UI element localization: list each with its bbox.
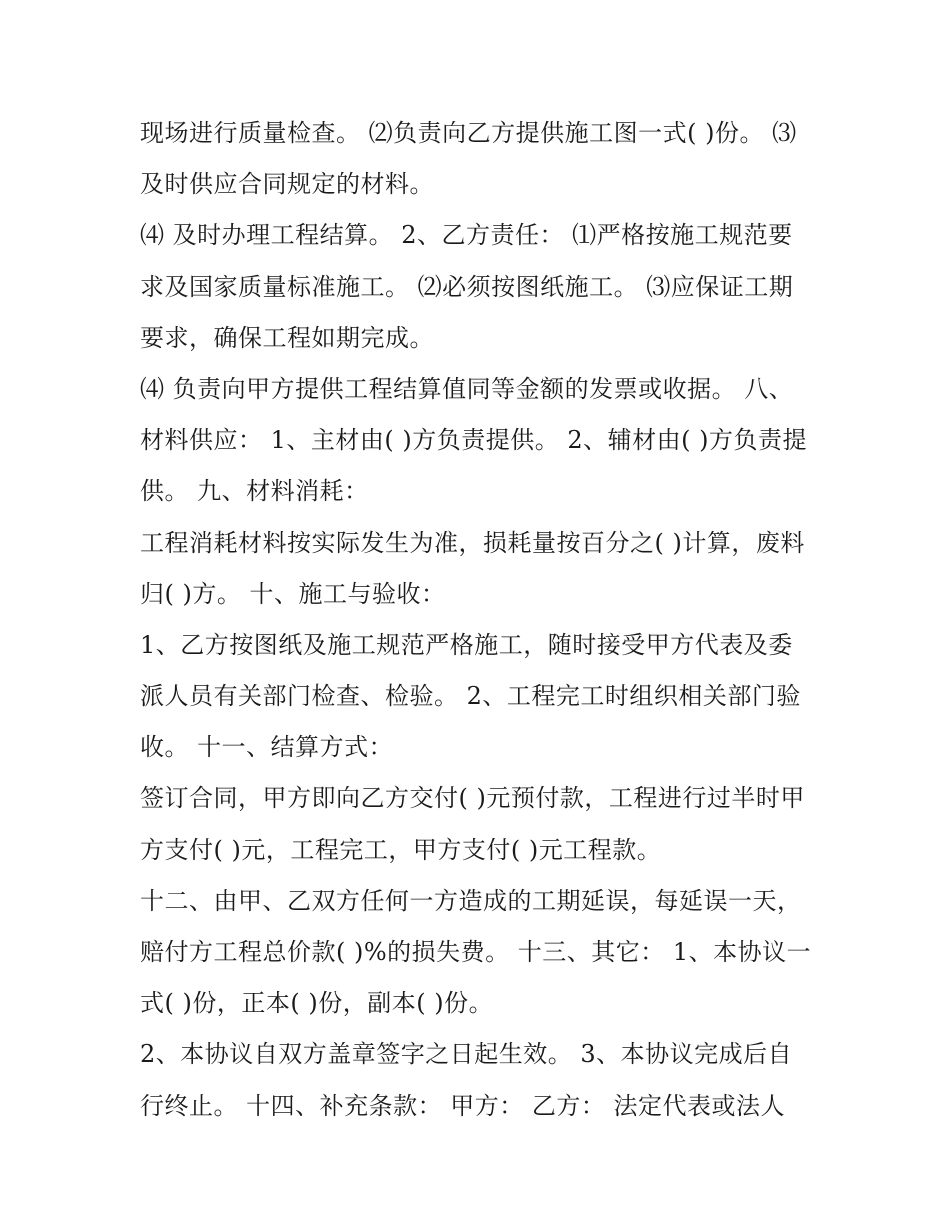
text-line: 现场进行质量检查。 ⑵负责向乙方提供施工图一式( )份。 ⑶ [140,119,797,147]
text-line: 求及国家质量标准施工。 ⑵必须按图纸施工。 ⑶应保证工期 [140,272,794,301]
text-line: 及时供应合同规定的材料。 [140,170,434,199]
text-line: 十二、由甲、乙双方任何一方造成的工期延误，每延误一天， [140,886,802,915]
text-line: 材料供应： 1、主材由( )方负责提供。 2、辅材由( )方负责提 [140,426,808,455]
text-line: 要求，确保工程如期完成。 [140,323,434,352]
text-line: 1、乙方按图纸及施工规范严格施工，随时接受甲方代表及委 [140,630,793,659]
text-line: 派人员有关部门检查、检验。 2、工程完工时组织相关部门验 [140,682,801,711]
text-line: 收。 十一、结算方式： [140,733,394,762]
text-line: 赔付方工程总价款( )%的损失费。 十三、其它： 1、本协议一 [140,938,812,966]
text-line: 方支付( )元，工程完工，甲方支付( )元工程款。 [140,835,662,864]
text-line: ⑷ 及时办理工程结算。 2、乙方责任： ⑴严格按施工规范要 [140,221,793,250]
text-line: ⑷ 负责向甲方提供工程结算值同等金额的发票或收据。 八、 [140,374,794,403]
text-line: 式( )份，正本( )份，副本( )份。 [140,989,494,1018]
text-line: 2、本协议自双方盖章签字之日起生效。 3、本协议完成后自 [140,1040,793,1069]
text-line: 工程消耗材料按实际发生为准，损耗量按百分之( )计算，废料 [140,528,805,557]
text-line: 行终止。 十四、补充条款： 甲方： 乙方： 法定代表或法人 [140,1091,786,1120]
contract-text-block [140,108,820,1132]
text-line: 归( )方。 十、施工与验收： [140,579,446,608]
text-line: 供。 九、材料消耗： [140,477,369,506]
text-line: 签订合同，甲方即向乙方交付( )元预付款，工程进行过半时甲 [140,784,805,813]
